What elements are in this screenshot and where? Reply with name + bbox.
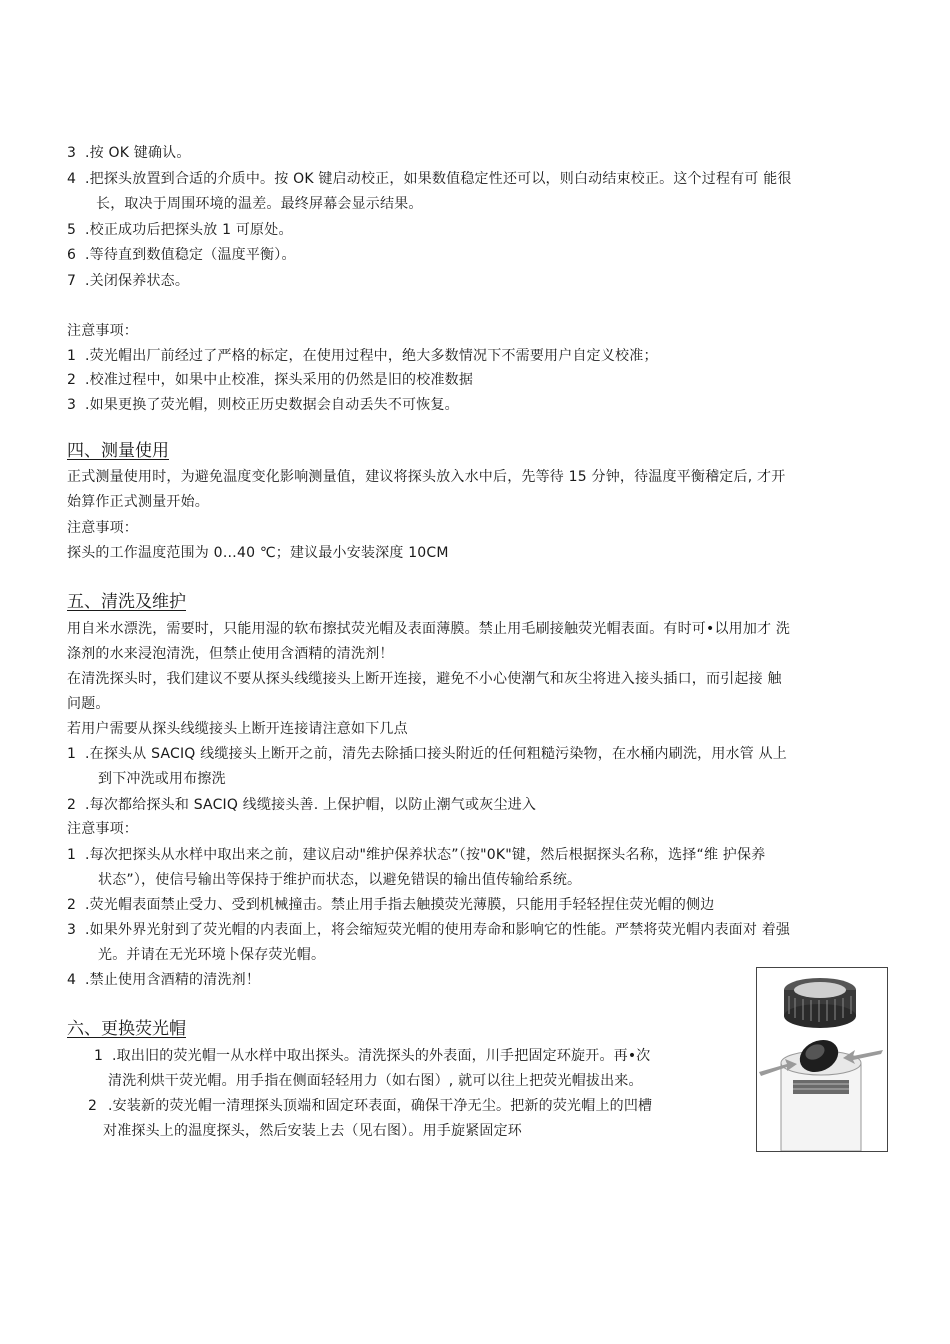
section-heading: 四、测量使用 <box>67 441 169 461</box>
paragraph: 在清洗探头时，我们建议不要从探头线缆接头上断开连接，避免不小心使潮气和灰尘将进入接头插口，而引起接 触 <box>67 671 782 687</box>
list-item: 1 .每次把探头从水样中取出来之前，建议启动"维护保养状态”（按"0K"键，然后根据探头名称，选择“维 护保养 <box>67 847 766 863</box>
paragraph: 若用户需要从探头线缆接头上断开连接请注意如下几点 <box>67 721 408 737</box>
list-item-cont: 状态”），使信号输出等保持于维护而状态，以避免错误的输出值传输给系统。 <box>98 872 582 888</box>
paragraph: 探头的工作温度范围为 0…40 ℃；建议最小安装深度 10CM <box>67 545 449 561</box>
note-item: 1 .荧光帽出厂前经过了严格的标定，在使用过程中，绝大多数情况下不需要用户自定义校准； <box>67 348 658 364</box>
paragraph: 用自米水漂洗，需要时，只能用湿的软布擦拭荧光帽及表面薄膜。禁止用毛刷接触荧光帽表面。有时可•以用加才 洗 <box>67 621 791 637</box>
list-item: 1 .在探头从 SACIQ 线缆接头上断开之前，清先去除插口接头附近的任何粗糙污染物，在水桶内刷洗，用水管 从上 <box>67 746 787 762</box>
note-item: 2 .校准过程中，如果中止校准，探头采用的仍然是旧的校准数据 <box>67 372 474 388</box>
notes-title: 注意事项： <box>67 821 138 837</box>
list-item: 2 .荧光帽表面禁止受力、受到机械撞击。禁止用手指去触摸荧光薄膜，只能用手轻轻捏住荧光帽的侧边 <box>67 897 715 913</box>
notes-title: 注意事项： <box>67 323 138 339</box>
list-item: 2 .每次都给探头和 SACIQ 线缆接头善. 上保护帽，以防止潮气或灰尘进入 <box>67 797 537 813</box>
step-4: 4 .把探头放置到合适的介质中。按 OK 键启动校正，如果数值稳定性还可以，则白动结束校正。这个过程有可 能很 <box>67 171 792 187</box>
list-item-cont: 清洗利烘干荧光帽。用手指在侧面轻轻用力（如右图）, 就可以往上把荧光帽拔出来。 <box>108 1073 643 1089</box>
list-item: 2 .安装新的荧光帽一清理探头顶端和固定环表面，确保干净无尘。把新的荧光帽上的凹槽 <box>88 1098 653 1114</box>
list-item-cont: 到下冲洗或用布擦洗 <box>98 771 226 787</box>
list-item-cont: 对准探头上的温度探头，然后安装上去（见右图）。用手旋紧固定环 <box>103 1123 522 1139</box>
step-7: 7 .关闭保养状态。 <box>67 273 190 289</box>
paragraph: 涤剂的水来浸泡清洗，但禁止使用含酒精的清洗剂！ <box>67 646 394 662</box>
paragraph: 问题。 <box>67 696 110 712</box>
section-heading: 六、更换荧光帽 <box>67 1019 186 1039</box>
note-item: 3 .如果更换了荧光帽，则校正历史数据会自动丢失不可恢复。 <box>67 397 459 413</box>
probe-cap-figure <box>756 967 888 1152</box>
probe-illustration-icon <box>757 968 887 1151</box>
step-6: 6 .等待直到数值稳定（温度平衡）。 <box>67 247 296 263</box>
list-item-cont: 光。并请在无光环境卜保存荧光帽。 <box>98 947 326 963</box>
paragraph: 正式测量使用时，为避免温度变化影响测量值，建议将探头放入水中后，先等待 15 分钟，待温度平衡稽定后, 才开 <box>67 469 786 485</box>
notes-title: 注意事项： <box>67 520 138 536</box>
list-item: 4 .禁止使用含酒精的清洗剂！ <box>67 972 261 988</box>
step-3: 3 .按 OK 键确认。 <box>67 145 191 161</box>
list-item: 3 .如果外界光射到了荧光帽的内表面上，将会缩短荧光帽的使用寿命和影响它的性能。严禁将荧光帽内表面对 着强 <box>67 922 791 938</box>
section-heading: 五、清洗及维护 <box>67 592 186 612</box>
list-item: 1 .取出旧的荧光帽一从水样中取出探头。清洗探头的外表面，川手把固定环旋开。再•次 <box>94 1048 651 1064</box>
step-5: 5 .校正成功后把探头放 1 可原处。 <box>67 222 293 238</box>
step-4-cont: 长，取决于周围环境的温差。最终屏幕会显示结果。 <box>96 196 423 212</box>
paragraph: 始算作正式测量开始。 <box>67 494 209 510</box>
